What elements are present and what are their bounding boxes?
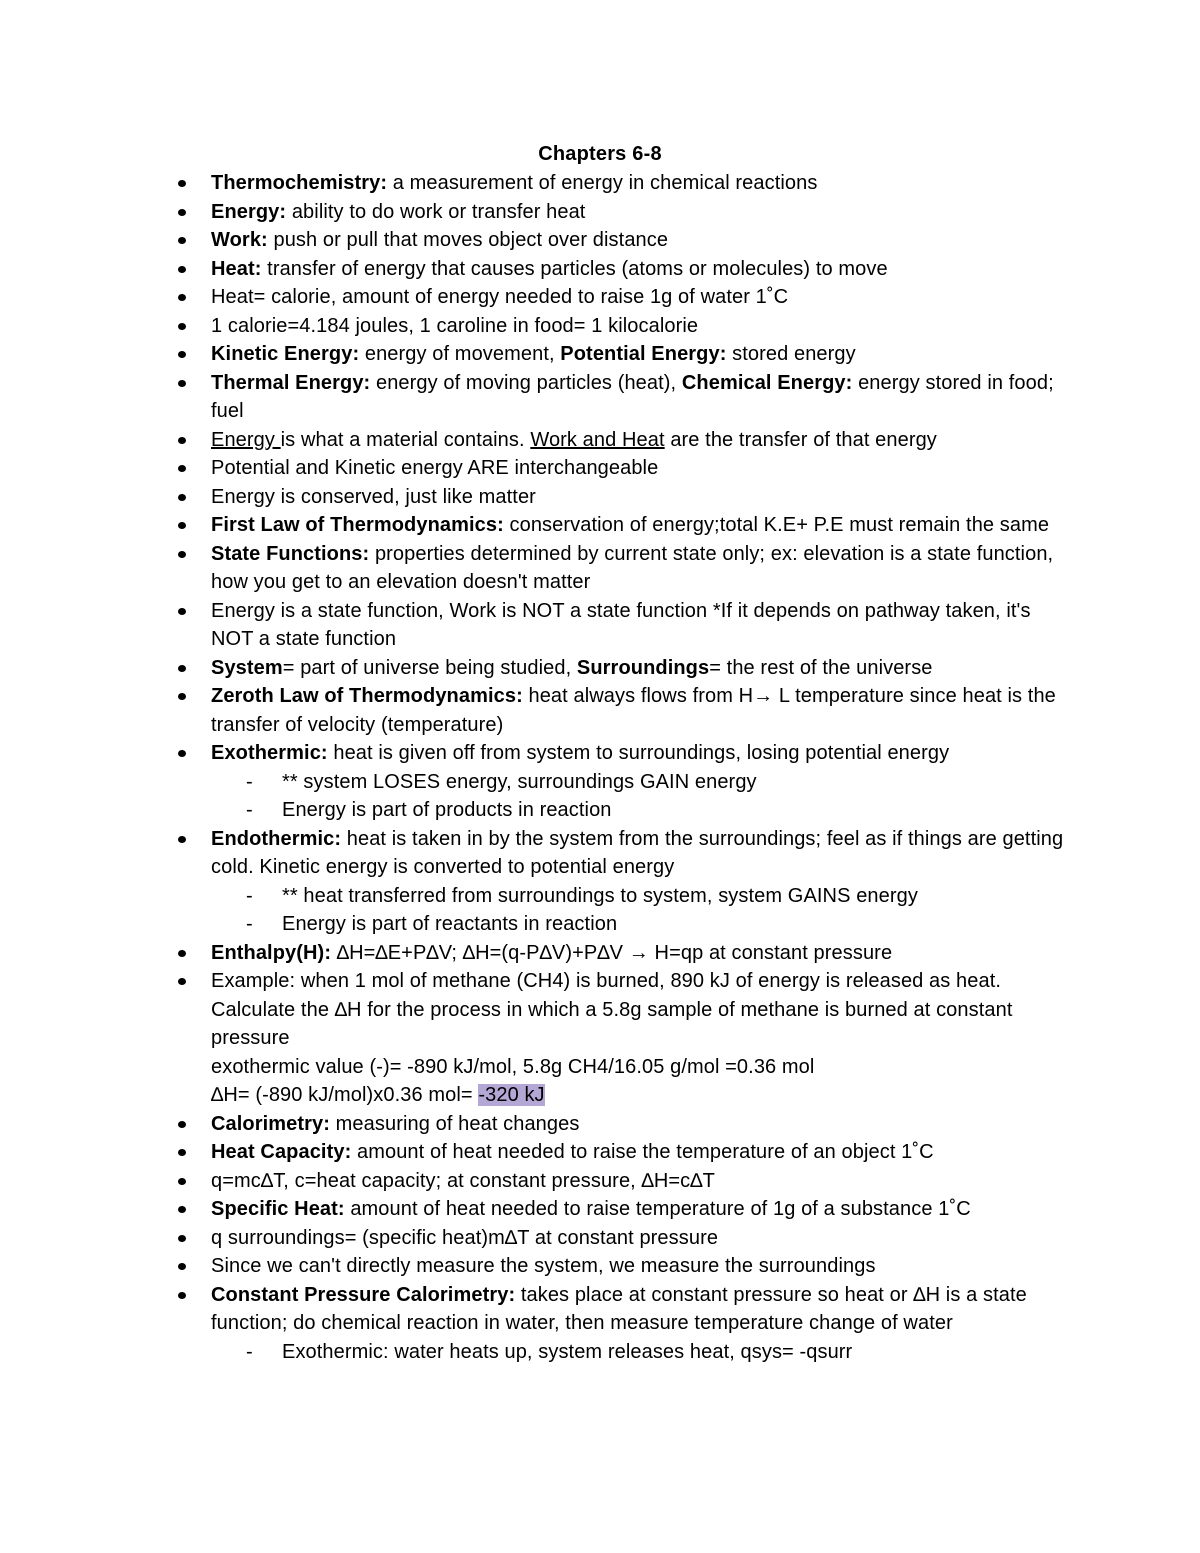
item-text: 1 calorie=4.184 joules, 1 caroline in food= 1 kilocalorie [211, 314, 699, 337]
term: Calorimetry: [211, 1112, 331, 1135]
sub-list-item [211, 910, 1071, 939]
list-item [211, 198, 1071, 227]
term: Surroundings [576, 656, 710, 679]
term: First Law of Thermodynamics: [211, 514, 504, 536]
list-item [211, 739, 1071, 768]
definition: heat always flows from H→ L temperature since heat is the transfer of velocity (temperature) [211, 685, 1056, 736]
notes-list [211, 169, 1071, 1366]
definition: conservation of energy;total K.E+ P.E must remain the same [503, 514, 1050, 536]
list-item [211, 255, 1071, 284]
list-item [211, 1138, 1071, 1167]
item-text: Heat= calorie, amount of energy needed to raise 1g of water 1˚C [211, 286, 789, 308]
term: Constant Pressure Calorimetry: [211, 1283, 516, 1306]
item-text: ** system LOSES energy, surroundings GAIN energy [282, 770, 757, 793]
definition: amount of heat needed to raise the temperature of an object 1˚C [351, 1141, 934, 1163]
definition: energy of moving particles (heat), [370, 371, 682, 394]
definition: ability to do work or transfer heat [286, 200, 586, 223]
definition: = part of universe being studied, [282, 656, 577, 679]
item-text: Energy is part of reactants in reaction [282, 913, 618, 935]
item-text: ** heat transferred from surroundings to system, system GAINS energy [282, 884, 918, 907]
underlined-text: Energy [211, 428, 281, 451]
list-item [211, 1252, 1071, 1281]
list-item [211, 1224, 1071, 1253]
list-item [211, 825, 1071, 882]
list-item [211, 511, 1071, 540]
item-text: are the transfer of that energy [664, 428, 937, 451]
definition: takes place at constant pressure so heat or ∆H is a state function; do chemical reaction in water, then measure temperature change of water [211, 1283, 1027, 1334]
highlighted-answer: -320 kJ [478, 1084, 545, 1106]
definition: a measurement of energy in chemical reactions [387, 172, 818, 194]
definition: = the rest of the universe [709, 656, 933, 679]
definition: transfer of energy that causes particles (atoms or molecules) to move [261, 257, 888, 280]
term: Specific Heat: [211, 1198, 345, 1220]
list-item [211, 312, 1071, 341]
term: Potential Energy: [560, 343, 727, 365]
list-item [211, 967, 1071, 1110]
list-item [211, 226, 1071, 255]
item-text: Energy is conserved, just like matter [211, 485, 536, 508]
list-item [211, 939, 1071, 968]
item-text: q=mc∆T, c=heat capacity; at constant pressure, ∆H=c∆T [211, 1169, 715, 1192]
underlined-text: Work and Heat [530, 428, 665, 451]
item-text: is what a material contains. [280, 428, 531, 451]
list-item [211, 682, 1071, 739]
item-text: Since we can't directly measure the system, we measure the surroundings [211, 1255, 876, 1277]
list-item [211, 426, 1071, 455]
term: Enthalpy(H): [211, 941, 332, 964]
sub-list-item [211, 796, 1071, 825]
list-item [211, 1167, 1071, 1196]
definition: ∆H=∆E+P∆V; ∆H=(q-P∆V)+P∆V → H=qp at constant pressure [331, 941, 893, 964]
item-text: Potential and Kinetic energy ARE interchangeable [211, 457, 659, 479]
term: Heat Capacity: [211, 1141, 352, 1163]
sub-list-item [211, 882, 1071, 911]
example-problem: Example: when 1 mol of methane (CH4) is burned, 890 kJ of energy is released as heat. Calculate the ∆H for the process in which a 5.8g sample of methane is burned at constant pressure [211, 970, 1013, 1049]
list-item [211, 454, 1071, 483]
item-text: Energy is part of products in reaction [282, 799, 612, 821]
item-text: Exothermic: water heats up, system releases heat, qsys= -qsurr [282, 1340, 853, 1363]
sub-list-item [211, 1338, 1071, 1367]
term: Work: [211, 229, 268, 251]
page-title: Chapters 6-8 [538, 143, 662, 165]
list-item [211, 369, 1071, 426]
definition: amount of heat needed to raise temperature of 1g of a substance 1˚C [344, 1198, 971, 1220]
list-item [211, 283, 1071, 312]
term: State Functions: [211, 542, 370, 565]
definition: heat is taken in by the system from the surroundings; feel as if things are getting cold. Kinetic energy is converted to potential energy [211, 827, 1064, 878]
definition: measuring of heat changes [330, 1112, 580, 1135]
term: System [211, 656, 283, 679]
list-item [211, 169, 1071, 198]
list-item [211, 597, 1071, 654]
example-step: exothermic value (-)= -890 kJ/mol, 5.8g CH4/16.05 g/mol =0.36 mol [211, 1055, 815, 1078]
definition: heat is given off from system to surroundings, losing potential energy [327, 742, 950, 764]
list-item [211, 540, 1071, 597]
item-text: q surroundings= (specific heat)m∆T at constant pressure [211, 1226, 719, 1249]
definition: energy of movement, [359, 343, 561, 365]
term: Exothermic: [211, 742, 328, 764]
example-answer-line: ∆H= (-890 kJ/mol)x0.36 mol= [211, 1084, 479, 1106]
term: Heat: [211, 257, 262, 280]
term: Energy: [211, 200, 287, 223]
term: Chemical Energy: [681, 371, 853, 394]
term: Thermochemistry: [211, 172, 388, 194]
list-item [211, 1110, 1071, 1139]
definition: properties determined by current state only; ex: elevation is a state function, how you get to an elevation doesn't matter [211, 542, 1054, 593]
sub-list-item [211, 768, 1071, 797]
list-item [211, 654, 1071, 683]
definition: push or pull that moves object over distance [267, 229, 669, 251]
list-item [211, 1281, 1071, 1338]
definition: energy stored in food; fuel [211, 371, 1054, 422]
definition: stored energy [726, 343, 856, 365]
list-item [211, 483, 1071, 512]
term: Endothermic: [211, 827, 342, 850]
list-item [211, 340, 1071, 369]
term: Thermal Energy: [211, 371, 371, 394]
term: Zeroth Law of Thermodynamics: [211, 685, 523, 707]
list-item [211, 1195, 1071, 1224]
item-text: Energy is a state function, Work is NOT a state function *If it depends on pathway taken, it's NOT a state function [211, 599, 1031, 650]
term: Kinetic Energy: [211, 343, 360, 365]
